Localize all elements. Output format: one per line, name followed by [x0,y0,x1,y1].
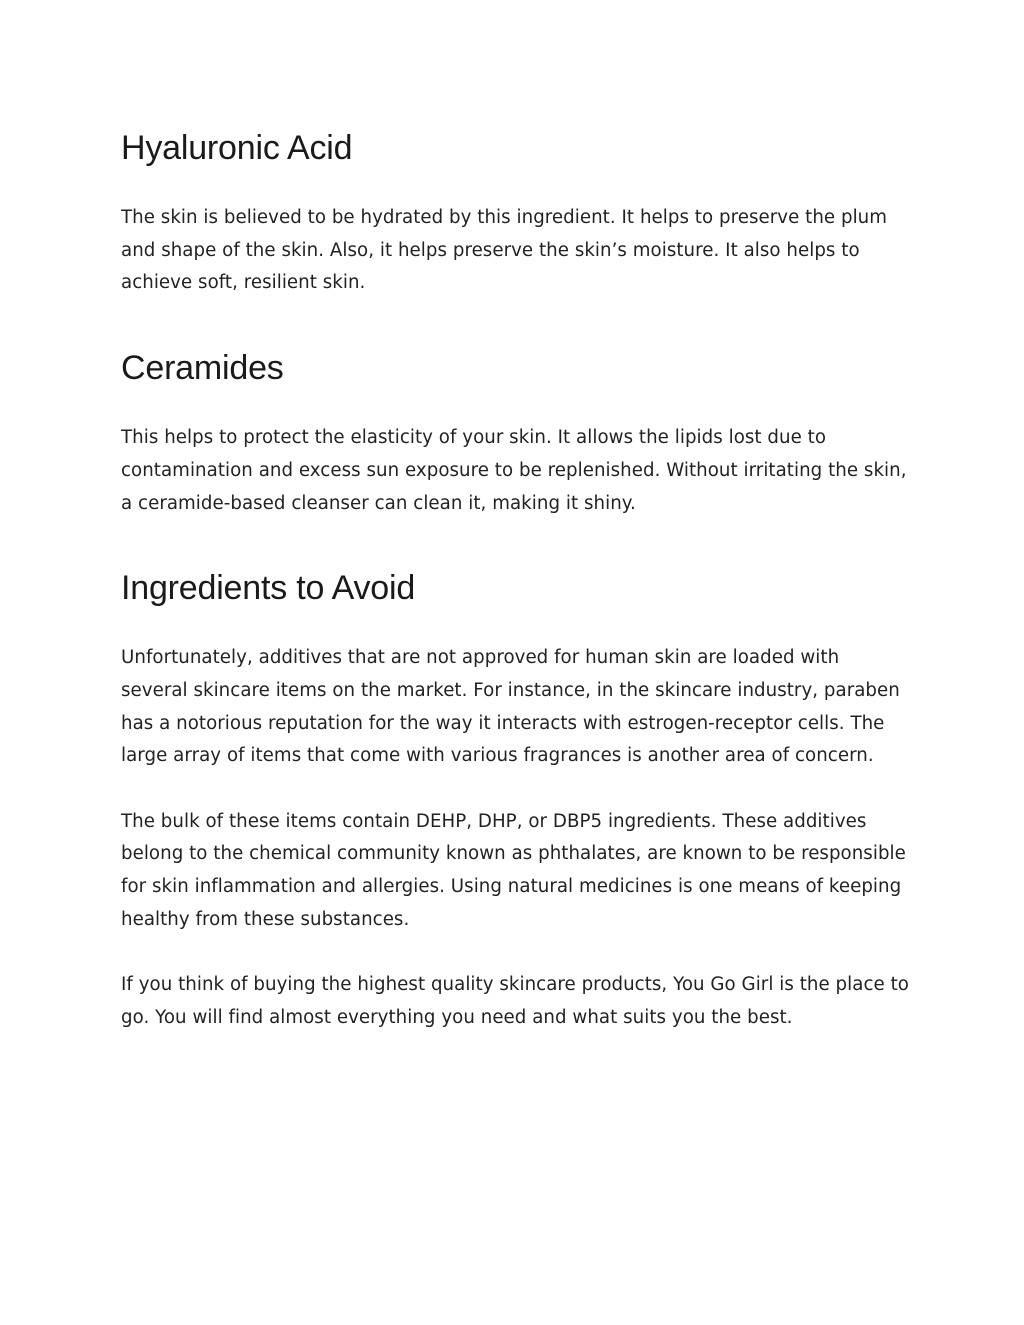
section-paragraph: The bulk of these items contain DEHP, DHP, or DBP5 ingredients. These additives belong to the chemical community known as phthalates, are known to be responsible for skin inflammation and allergies. Using natural medicines is one means of keeping healthy from these substances. [121,810,906,930]
section-paragraph: The skin is believed to be hydrated by this ingredient. It helps to preserve the plum and shape of the skin. Also, it helps preserve the skin’s moisture. It also helps to achieve soft, resilient skin. [121,207,888,294]
section-hyaluronic-acid [121,126,911,300]
document-page [121,126,911,1035]
section-heading: Hyaluronic Acid [121,129,353,167]
section-paragraph: Unfortunately, additives that are not approved for human skin are loaded with several skincare items on the market. For instance, in the skincare industry, paraben has a notorious reputation for the way it interacts with estrogen-receptor cells. The large array of items that come with various fragrances is another area of concern. [121,647,900,767]
section-paragraph: If you think of buying the highest quality skincare products, You Go Girl is the place to go. You will find almost everything you need and what suits you the best. [121,974,909,1028]
section-heading: Ceramides [121,349,284,388]
section-ingredients-to-avoid [121,566,911,1034]
section-heading: Ingredients to Avoid [121,569,416,608]
section-ceramides [121,346,911,520]
section-paragraph: This helps to protect the elasticity of your skin. It allows the lipids lost due to contamination and excess sun exposure to be replenished. Without irritating the skin, a ceramide-based cleanser can clean it, making it shiny. [121,427,907,514]
